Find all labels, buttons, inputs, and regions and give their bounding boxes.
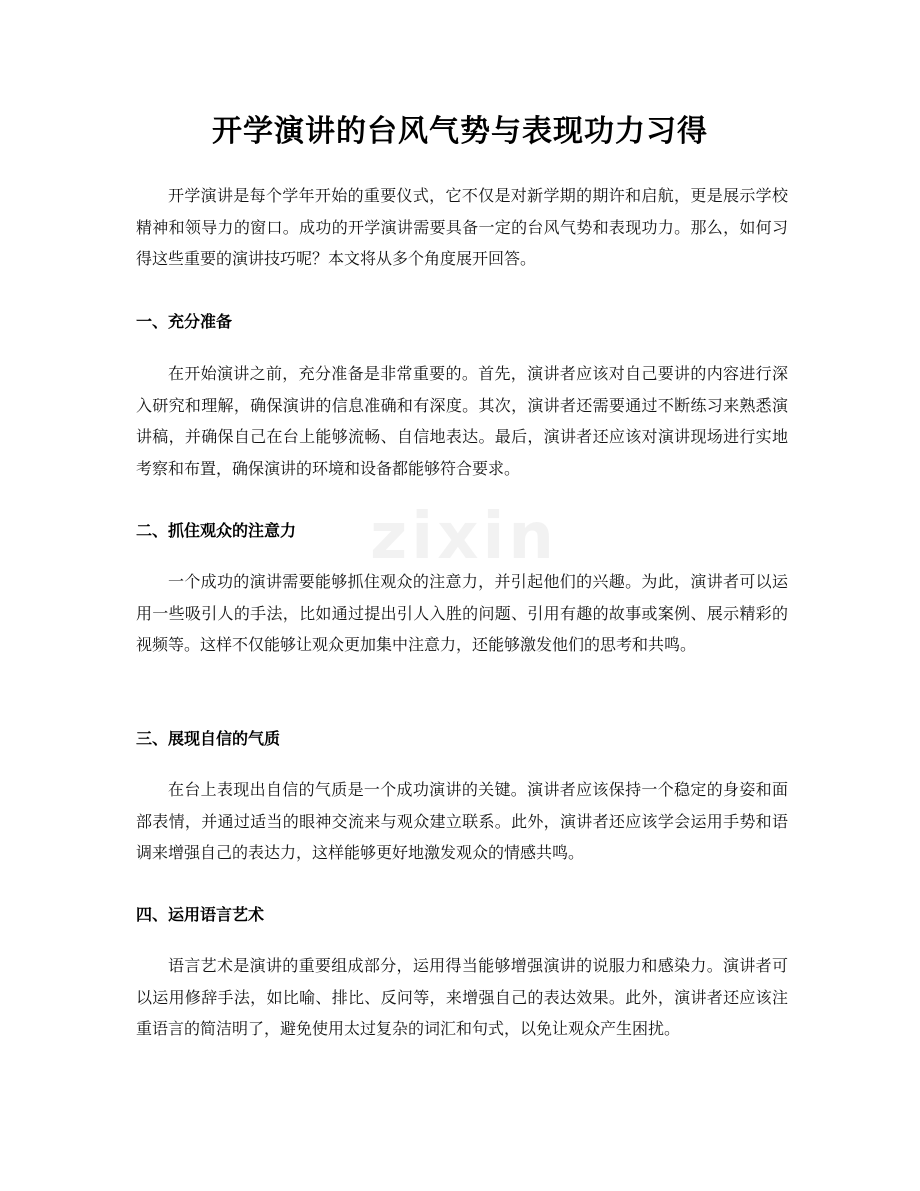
section-heading-2: 二、抓住观众的注意力 [136,521,297,540]
section-body-3: 在台上表现出自信的气质是一个成功演讲的关键。演讲者应该保持一个稳定的身姿和面部表情，并通过适当的眼神交流来与观众建立联系。此外，演讲者还应该学会运用手势和语调来增强自己的表达力，这样能够更好地激发观众的情感共鸣。 [136,780,788,862]
section-body-1: 在开始演讲之前，充分准备是非常重要的。首先，演讲者应该对自己要讲的内容进行深入研究和理解，确保演讲的信息准确和有深度。其次，演讲者还需要通过不断练习来熟悉演讲稿，并确保自己在台上能够流畅、自信地表达。最后，演讲者还应该对演讲现场进行实地考察和布置，确保演讲的环境和设备都能够符合要求。 [136,364,788,478]
intro-paragraph: 开学演讲是每个学年开始的重要仪式，它不仅是对新学期的期许和启航，更是展示学校精神和领导力的窗口。成功的开学演讲需要具备一定的台风气势和表现功力。那么，如何习得这些重要的演讲技巧呢？本文将从多个角度展开回答。 [136,186,788,268]
section-heading-4: 四、运用语言艺术 [136,905,265,924]
section-body-2: 一个成功的演讲需要能够抓住观众的注意力，并引起他们的兴趣。为此，演讲者可以运用一些吸引人的手法，比如通过提出引人入胜的问题、引用有趣的故事或案例、展示精彩的视频等。这样不仅能够让观众更加集中注意力，还能够激发他们的思考和共鸣。 [136,572,788,654]
watermark: zixin [370,500,558,574]
section-body-4: 语言艺术是演讲的重要组成部分，运用得当能够增强演讲的说服力和感染力。演讲者可以运用修辞手法，如比喻、排比、反问等，来增强自己的表达效果。此外，演讲者还应该注重语言的简洁明了，避免使用太过复杂的词汇和句式，以免让观众产生困扰。 [136,956,788,1038]
page-title: 开学演讲的台风气势与表现功力习得 [212,114,708,149]
section-heading-1: 一、充分准备 [136,312,233,331]
section-heading-3: 三、展现自信的气质 [136,729,281,748]
